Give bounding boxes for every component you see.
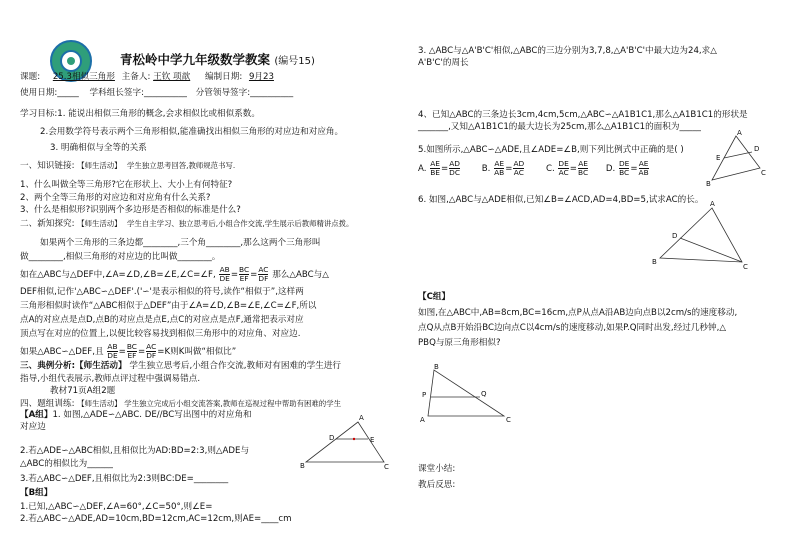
teaching-reflection: 教后反思: [418, 480, 456, 490]
question-1: 1、什么叫做全等三角形?它在形状上、大小上有何特征? [20, 180, 233, 190]
notation-line-3: 点A的对应点是点D,点B的对应点是点E,点C的对应点是点F,通常把表示对应 [20, 315, 304, 325]
goal-3: 3. 明确相似与全等的关系 [50, 143, 147, 153]
svg-text:E: E [716, 154, 721, 162]
svg-text:Q: Q [481, 390, 487, 398]
right-q3-cont: A'B'C'的周长 [418, 58, 469, 68]
ratio-statement: 如在△ABC与△DEF中,∠A=∠D,∠B=∠E,∠C=∠F, $\frac{AB}{DE}$ = $\frac{BC}{EF}$ = $\frac{AC}{DF}$ 那么△ABC与△ [20, 265, 329, 283]
goal-1: 学习目标:1. 能说出相似三角形的概念,会求相似比或相似系数。 [20, 109, 260, 119]
right-q5-options: A. $\frac{AE}{BE}$ = $\frac{AD}{DC}$ B. $\frac{AE}{AB}$ = $\frac{AD}{AC}$ C. $\frac{DE}{AC}$ = $\frac{AE}{BC}$ D. $\frac{DE}{BC}$ = $\frac{AE}{AB}$ [418, 159, 649, 177]
class-summary: 课堂小结: [418, 464, 456, 474]
svg-text:E: E [370, 436, 375, 444]
topic-row: 课题: 25.3相似三角形 主备人: 王钦 项歆 编制日期: 9月23 [20, 72, 274, 82]
notation-line-1: DEF相似,记作'△ABC∽△DEF'.('∽'是表示相似的符号,读作“相似于”,这样两 [20, 287, 304, 297]
svg-text:B: B [706, 180, 711, 188]
section-4-heading: 四、题组训练: 【师生活动】 学生独立完成后小组交流答案,教师在巡视过程中帮助有困难的学生 [20, 399, 341, 409]
group-c-q1-line3: PBQ与原三角形相似? [418, 338, 501, 348]
group-c-heading: 【C组】 [418, 292, 451, 302]
group-c-q1-line2: 点Q从点B开始沿BC边向点C以4cm/s的速度移动,如果P.Q同时出发,经过几秒钟,△ [418, 323, 726, 333]
group-a-q3: 3.若△ABC∽△DEF,且相似比为2:3则BC:DE=________ [20, 474, 229, 484]
right-q4-cont: _______,又知△A1B1C1的最大边长为25cm,那么△A1B1C1的面积为_____ [418, 122, 701, 132]
fraction-ac-df: $\frac{AC}{DF}$ [258, 265, 269, 283]
svg-text:B: B [434, 363, 439, 371]
figure-ade-abc [296, 412, 396, 472]
notation-line-4: 顶点写在对应的位置上,以便比较容易找到相似三角形中的对应角、对应边. [20, 329, 301, 339]
svg-text:B: B [300, 462, 305, 470]
section-2-heading: 二、新知探究: 【师生活动】 学生自主学习、独立思考后,小组合作交流,学生展示后教师精讲点拨。 [20, 219, 354, 229]
svg-text:B: B [652, 258, 657, 266]
section-1-heading: 一、知识链接: 【师生活动】 学生独立思考回答,教师规范书写. [20, 161, 236, 171]
signature-row: 使用日期:_____ 学科组长签字:__________ 分管领导签字:__________ [20, 88, 294, 98]
figure-c-triangle [414, 364, 524, 424]
svg-text:C: C [506, 416, 511, 424]
right-q3: 3. △ABC与△A'B'C'相似,△ABC的三边分别为3,7,8,△A'B'C'中最大边为24,求△ [418, 46, 717, 56]
svg-text:D: D [754, 145, 760, 153]
svg-text:C: C [384, 463, 389, 471]
svg-text:D: D [329, 434, 335, 442]
page-title: 青松岭中学九年级数学教案 (编号15) [120, 52, 315, 67]
question-2: 2、两个全等三角形的对应边和对应角有什么关系? [20, 193, 211, 203]
group-a-q2-cont: △ABC的相似比为______ [20, 459, 113, 469]
group-a-q1-cont: 对应边 [20, 422, 46, 432]
group-a-q1: 【A组】1. 如图,△ADE∽△ABC. DE//BC写出图中的对应角和 [20, 410, 252, 420]
figure-q6-triangle [650, 200, 760, 270]
svg-text:P: P [422, 391, 427, 399]
svg-text:D: D [672, 232, 678, 240]
svg-text:A: A [359, 414, 364, 422]
figure-q5-triangle [706, 130, 766, 186]
definition-line-2: 做________,相似三角形的对应边的比叫做________。 [20, 252, 221, 262]
definition-line-1: 如果两个三角形的三条边都________,三个角________,那么这两个三角形叫 [40, 238, 321, 248]
group-a-q2: 2.若△ADE∽△ABC相似,且相似比为AD:BD=2:3,则△ADE与 [20, 446, 250, 456]
textbook-reference: 教材71页A组2题 [50, 386, 116, 396]
svg-text:A: A [737, 129, 742, 137]
group-b-heading: 【B组】 [20, 488, 53, 498]
similarity-ratio-line: 如果△ABC∽△DEF,且 $\frac{AB}{DE}$ = $\frac{BC}{EF}$ = $\frac{AC}{DF}$ =K则K叫做“相似比” [20, 342, 237, 360]
section-3-heading: 三、典例分析:【师生活动】 学生独立思考后,小组合作交流,教师对有困难的学生进行 [20, 361, 342, 371]
fraction-ab-de: $\frac{AB}{DE}$ [219, 265, 230, 283]
svg-text:C: C [743, 263, 748, 271]
svg-text:C: C [761, 169, 766, 177]
notation-line-2: 三角形相似时读作“△ABC相似于△DEF”由于∠A=∠D,∠B=∠E,∠C=∠F,所以 [20, 301, 317, 311]
section-3-line-2: 指导,小组代表展示,教师点评过程中强调易错点. [20, 374, 201, 384]
right-q4: 4、已知△ABC的三条边长3cm,4cm,5cm,△ABC∽△A1B1C1,那么△A1B1C1的形状是 [418, 110, 748, 120]
group-c-q1: 如图,在△ABC中,AB=8cm,BC=16cm,点P从点A沿AB边向点B以2cm/s的速度移动, [418, 308, 738, 318]
group-b-q2: 2.若△ABC∽△ADE,AD=10cm,BD=12cm,AC=12cm,则AE=____cm [20, 514, 292, 524]
group-b-q1: 1.已知,△ABC∽△DEF,∠A=60°,∠C=50°,则∠E= [20, 502, 213, 512]
svg-text:A: A [420, 416, 425, 424]
right-q5: 5.如图所示,△ABC∽△ADE,且∠ADE=∠B,则下列比例式中正确的是( ) [418, 145, 684, 155]
svg-text:A: A [710, 200, 715, 208]
fraction-bc-ef: $\frac{BC}{EF}$ [239, 265, 250, 283]
goal-2: 2.会用数学符号表示两个三角形相似,能准确找出相似三角形的对应边和对应角。 [40, 127, 344, 137]
question-3: 3、什么是相似形?识别两个多边形是否相似的标准是什么? [20, 205, 241, 215]
right-q6: 6. 如图,△ABC与△ADE相似,已知∠B=∠ACD,AD=4,BD=5,试求AC的长。 [418, 195, 704, 205]
